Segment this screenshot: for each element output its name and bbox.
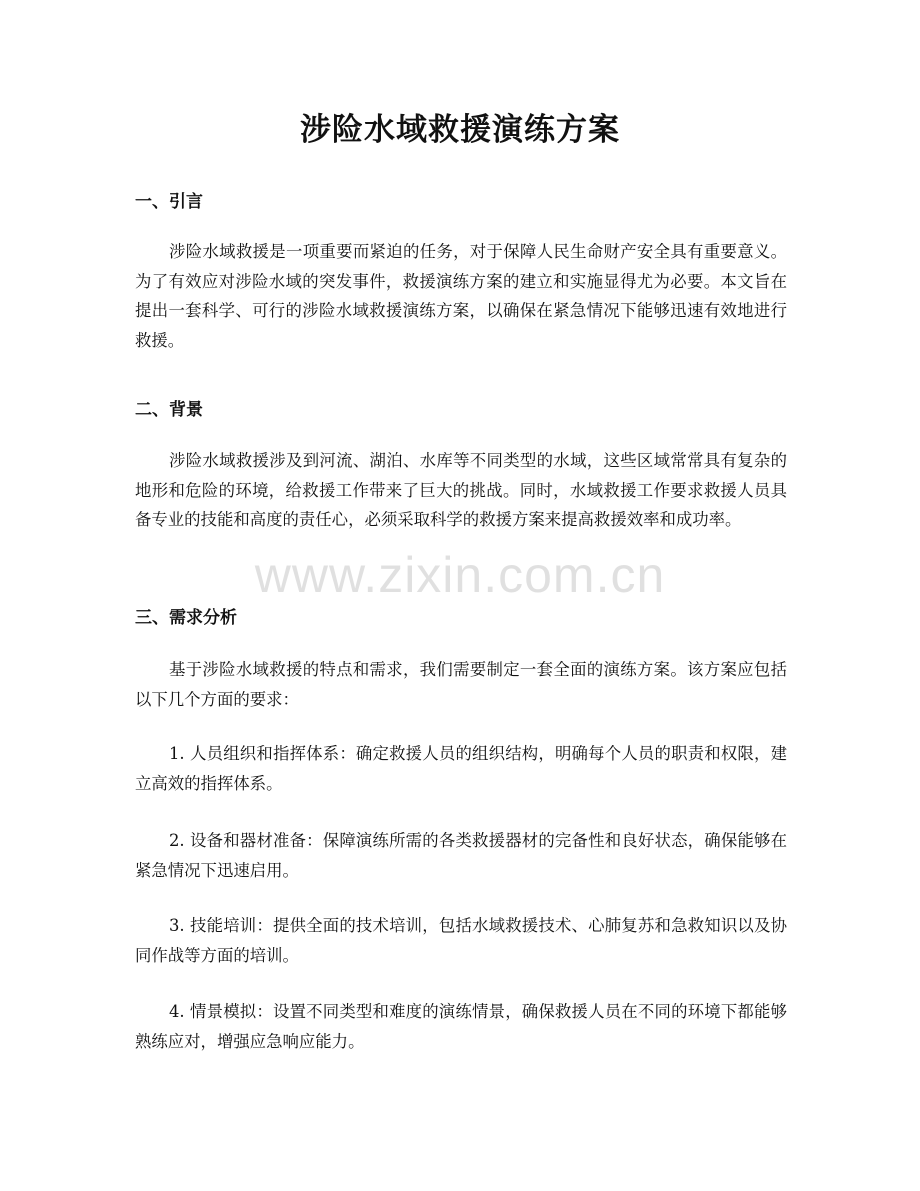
document-title: 涉险水域救援演练方案 [300,112,620,148]
section-heading-requirements: 三、需求分析 [135,608,237,628]
watermark: www.zixin.com.cn [254,547,666,603]
section-heading-introduction: 一、引言 [135,192,203,212]
list-item: 1. 人员组织和指挥体系：确定救援人员的组织结构，明确每个人员的职责和权限，建立高效的指挥体系。 [135,744,787,793]
paragraph-introduction: 涉险水域救援是一项重要而紧迫的任务，对于保障人民生命财产安全具有重要意义。为了有效应对涉险水域的突发事件，救援演练方案的建立和实施显得尤为必要。本文旨在提出一套科学、可行的涉险水域救援演练方案，以确保在紧急情况下能够迅速有效地进行救援。 [135,242,787,350]
section-heading-background: 二、背景 [135,400,203,420]
list-item: 2. 设备和器材准备：保障演练所需的各类救援器材的完备性和良好状态，确保能够在紧急情况下迅速启用。 [135,831,787,880]
paragraph-requirements: 基于涉险水域救援的特点和需求，我们需要制定一套全面的演练方案。该方案应包括以下几个方面的要求： [135,660,787,709]
list-item: 3. 技能培训：提供全面的技术培训，包括水域救援技术、心肺复苏和急救知识以及协同作战等方面的培训。 [135,916,787,965]
list-item: 4. 情景模拟：设置不同类型和难度的演练情景，确保救援人员在不同的环境下都能够熟练应对，增强应急响应能力。 [135,1002,787,1051]
paragraph-background: 涉险水域救援涉及到河流、湖泊、水库等不同类型的水域，这些区域常常具有复杂的地形和危险的环境，给救援工作带来了巨大的挑战。同时，水域救援工作要求救援人员具备专业的技能和高度的责任心，必须采取科学的救援方案来提高救援效率和成功率。 [135,451,787,529]
